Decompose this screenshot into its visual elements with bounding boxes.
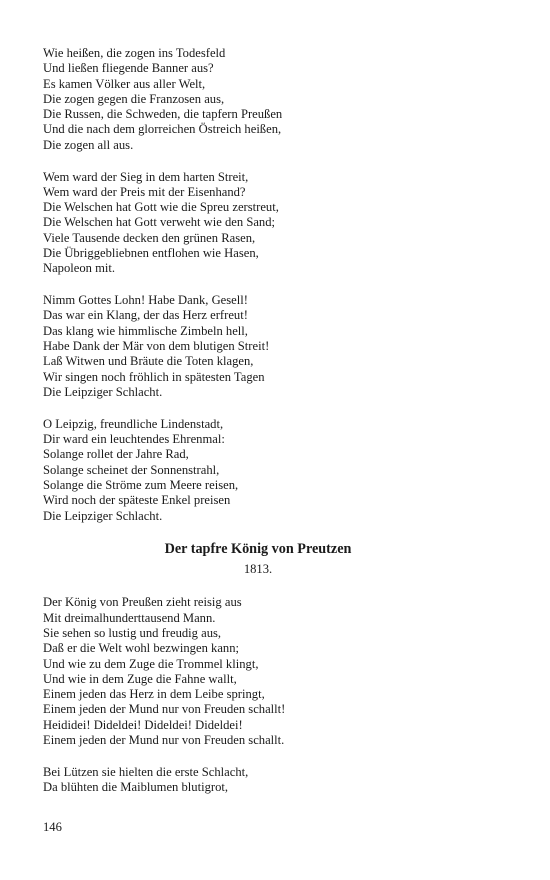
- poem-line: Und wie in dem Zuge die Fahne wallt,: [43, 671, 237, 686]
- poem-line: Wir singen noch fröhlich in spätesten Tagen: [43, 369, 265, 384]
- poem-2: [43, 540, 513, 795]
- poem-line: Die Leipziger Schlacht.: [43, 384, 163, 399]
- poem-year: 1813.: [243, 562, 273, 577]
- poem-line: Da blühten die Maiblumen blutigrot,: [43, 780, 229, 795]
- poem-line: Die Übriggebliebnen entflohen wie Hasen,: [43, 246, 259, 261]
- poem-2-stanza-1: [43, 595, 513, 748]
- poem-line: Solange die Ströme zum Meere reisen,: [43, 477, 239, 492]
- poem-line: O Leipzig, freundliche Lindenstadt,: [43, 416, 224, 431]
- poem-1: [43, 46, 513, 524]
- poem-line: Und ließen fliegende Banner aus?: [43, 61, 214, 76]
- poem-2-stanza-2: [43, 765, 513, 796]
- poem-line: Die Leipziger Schlacht.: [43, 508, 163, 523]
- poem-line: Das klang wie himmlische Zimbeln hell,: [43, 323, 248, 338]
- poem-line: Einem jeden der Mund nur von Freuden schallt.: [43, 732, 285, 747]
- poem-line: Die Russen, die Schweden, die tapfern Preußen: [43, 107, 283, 122]
- poem-line: Viele Tausende decken den grünen Rasen,: [43, 230, 256, 245]
- poem-line: Die zogen gegen die Franzosen aus,: [43, 91, 225, 106]
- page-number: 146: [43, 820, 62, 834]
- poem-line: Die Welschen hat Gott verweht wie den Sand;: [43, 215, 276, 230]
- poem-line: Nimm Gottes Lohn! Habe Dank, Gesell!: [43, 293, 248, 308]
- poem-line: Wird noch der späteste Enkel preisen: [43, 493, 231, 508]
- poem-line: Sie sehen so lustig und freudig aus,: [43, 625, 222, 640]
- poem-line: Und die nach dem glorreichen Östreich heißen,: [43, 122, 282, 137]
- poem-line: Bei Lützen sie hielten die erste Schlacht,: [43, 764, 249, 779]
- poem-1-stanza-1: [43, 46, 513, 153]
- poem-line: Die zogen all aus.: [43, 137, 134, 152]
- poem-line: Wie heißen, die zogen ins Todesfeld: [43, 46, 226, 60]
- poem-line: Und wie zu dem Zuge die Trommel klingt,: [43, 656, 259, 671]
- poem-line: Einem jeden das Herz in dem Leibe springt,: [43, 687, 265, 702]
- poem-line: Solange rollet der Jahre Rad,: [43, 447, 189, 462]
- poem-line: Dir ward ein leuchtendes Ehrenmal:: [43, 432, 225, 447]
- poem-line: Das war ein Klang, der das Herz erfreut!: [43, 308, 248, 323]
- poem-1-stanza-4: [43, 417, 513, 524]
- poem-line: Wem ward der Preis mit der Eisenhand?: [43, 184, 246, 199]
- poem-line: Wem ward der Sieg in dem harten Streit,: [43, 169, 249, 184]
- poem-line: Solange scheinet der Sonnenstrahl,: [43, 462, 220, 477]
- poem-line: Habe Dank der Mär von dem blutigen Streit!: [43, 339, 270, 354]
- poem-line: Heididei! Dideldei! Dideldei! Dideldei!: [43, 717, 243, 732]
- poem-line: Napoleon mit.: [43, 261, 116, 276]
- poem-line: Daß er die Welt wohl bezwingen kann;: [43, 641, 239, 656]
- page-body: [43, 46, 513, 812]
- poem-line: Es kamen Völker aus aller Welt,: [43, 76, 206, 91]
- poem-line: Laß Witwen und Bräute die Toten klagen,: [43, 354, 254, 369]
- poem-line: Mit dreimalhunderttausend Mann.: [43, 610, 216, 625]
- poem-title: Der tapfre König von Preutzen: [164, 541, 352, 558]
- poem-1-stanza-3: [43, 293, 513, 400]
- poem-line: Der König von Preußen zieht reisig aus: [43, 595, 242, 610]
- poem-line: Einem jeden der Mund nur von Freuden schallt!: [43, 702, 286, 717]
- poem-1-stanza-2: [43, 170, 513, 277]
- poem-line: Die Welschen hat Gott wie die Spreu zerstreut,: [43, 200, 279, 215]
